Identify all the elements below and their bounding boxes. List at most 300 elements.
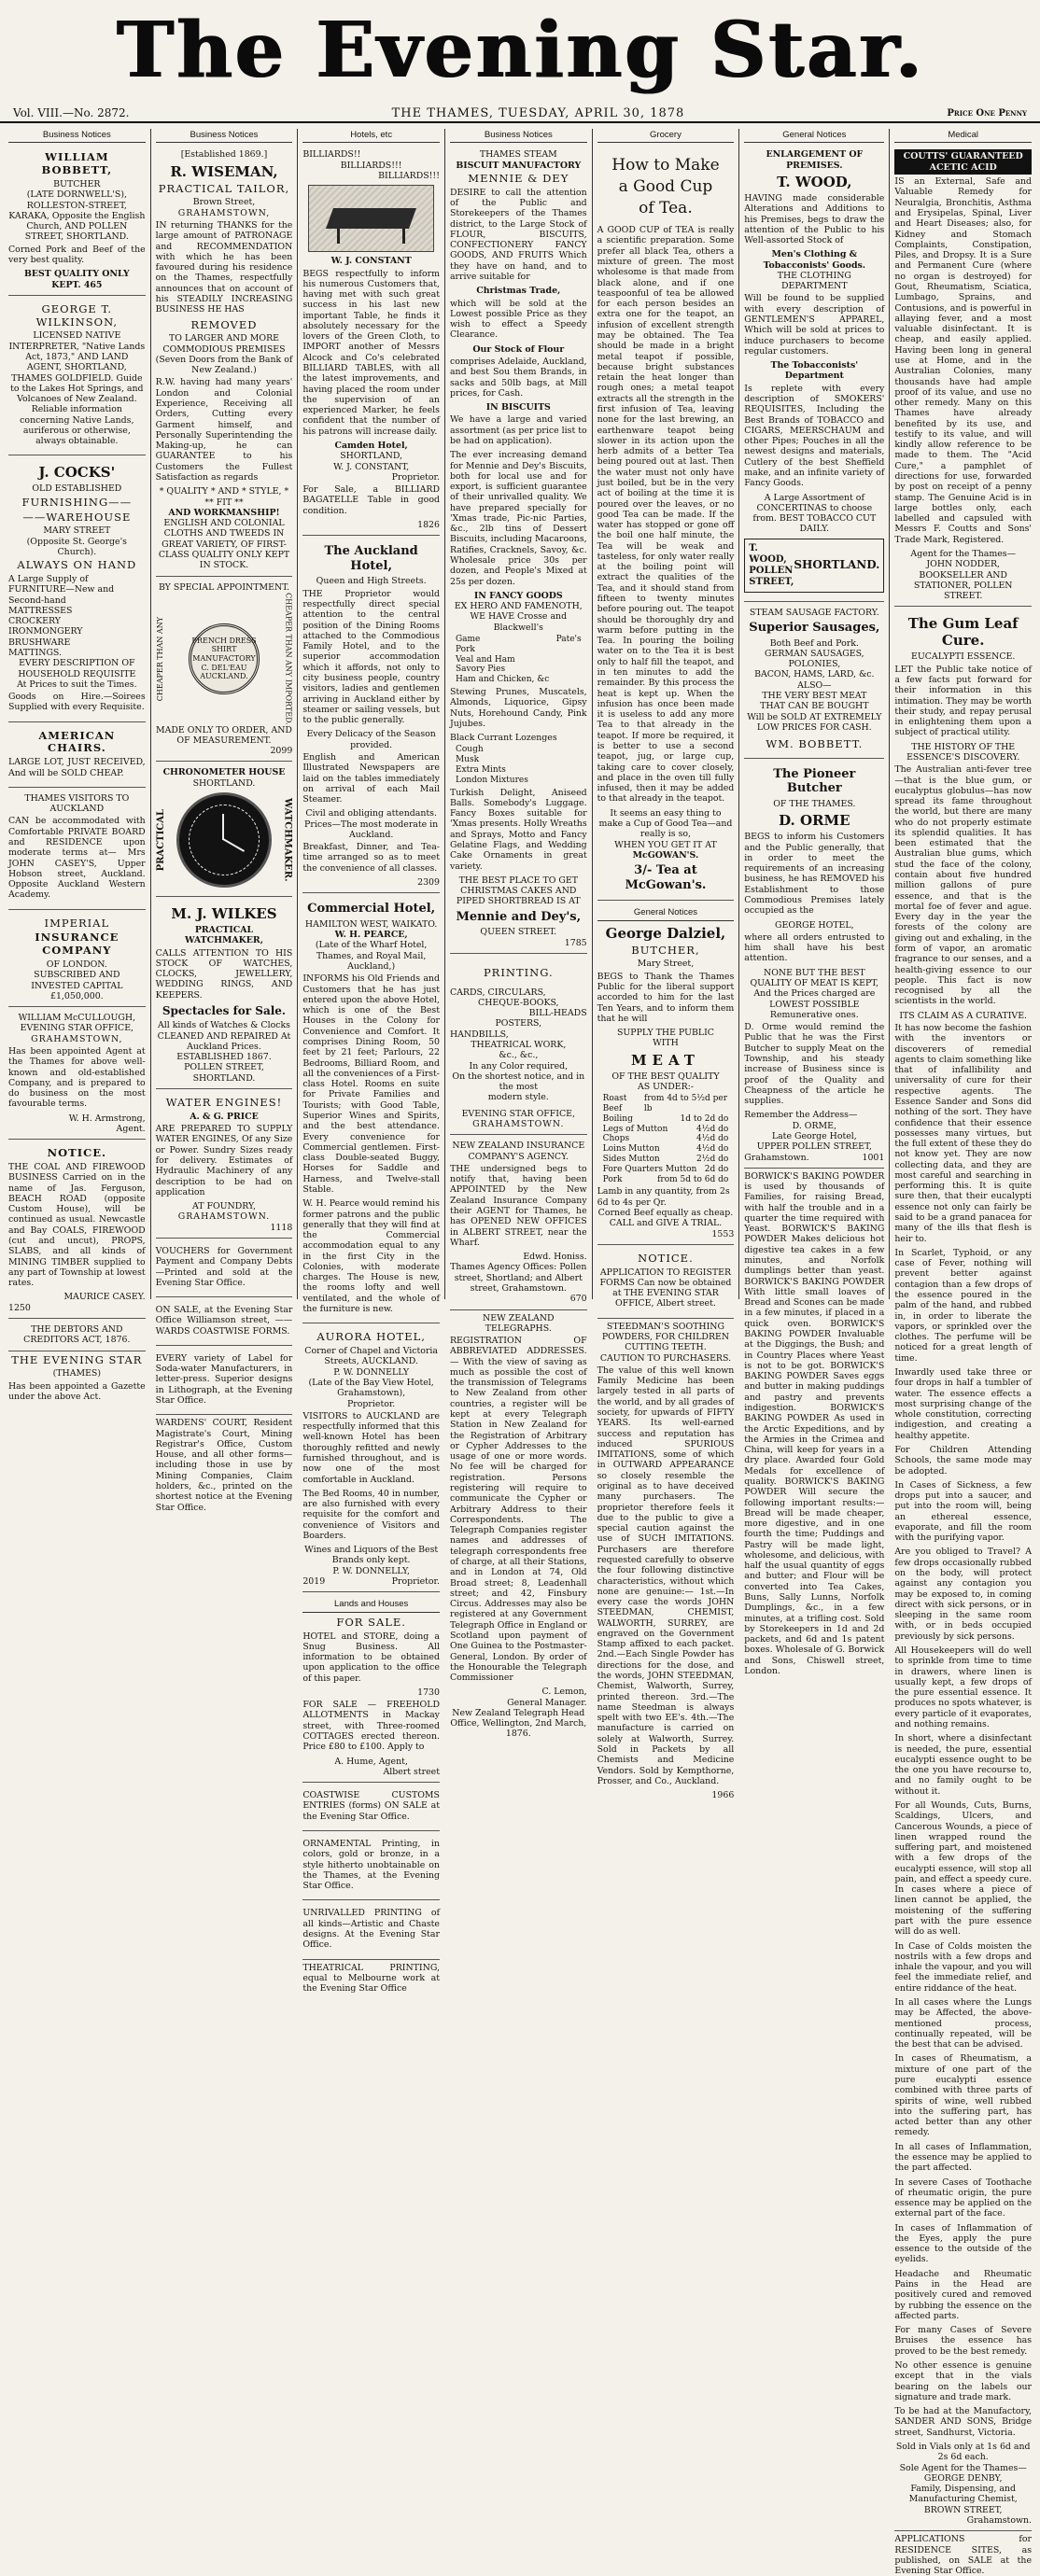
- ad-line: The Tobacconists' Department: [770, 360, 859, 382]
- ad-text: All Housekeepers will do well to sprinkle from time to time in drawers, where linen is usually kept, a few drops of the pure essential essence. It produces no spots whatever, is every particle of it evaporates, and nothing remains.: [894, 1645, 1033, 1729]
- ad-line: Christmas Trade,: [476, 286, 561, 297]
- ad-text: For Children Attending Schools, the same mode may be adopted.: [894, 1444, 1033, 1477]
- list-item: Game Pate's: [455, 635, 582, 644]
- ad-line: Corned Pork and Beef of the very best quality.: [8, 244, 146, 265]
- ad-footer: 2019 Proprietor.: [302, 1576, 440, 1588]
- ad-role: General Manager.: [507, 1697, 587, 1708]
- list-item: IRONMONGERY: [8, 626, 83, 637]
- seal-icon: FRENCH DRESS SHIRT MANUFACTORY C. DEL'EAU AUCKLAND.: [189, 623, 260, 694]
- ad-text: SUBSCRIBED AND INVESTED CAPITAL £1,050,000.: [31, 970, 123, 1001]
- ad-text: The Bed Rooms, 40 in number, are also furnished with every requisite for the comfort and convenience of Visitors and Boarders.: [302, 1488, 440, 1541]
- ad-line: Will be SOLD AT EXTREMELY LOW PRICES FOR CASH.: [747, 711, 882, 733]
- ad-title: OF LONDON.: [46, 959, 107, 971]
- section-heading: Business Notices: [8, 129, 146, 143]
- ad-est: [Established 1869.]: [180, 149, 268, 161]
- ad-line: GRAHAMSTOWN.: [177, 1211, 271, 1223]
- ad-text: APPLICATION TO REGISTER FORMS Can now be obtained at THE EVENING STAR OFFICE, Albert street.: [599, 1267, 732, 1309]
- ad-list: [8, 574, 146, 658]
- ad-debtors: [8, 1322, 146, 1351]
- ad-unrivalled: [302, 1903, 440, 1959]
- ad-line: Prices—The most moderate in Auckland.: [304, 819, 439, 840]
- ad-role: Agent.: [116, 1123, 146, 1134]
- ad-text: BEGS to Thank the Thames Public for the liberal support accorded to him for the last Ten Years, and to inform them that he will: [597, 971, 735, 1024]
- ad-street: Mary Street,: [637, 959, 695, 970]
- ad-text: LARGE LOT, JUST RECEIVED, And will be SOLD CHEAP.: [8, 757, 146, 778]
- wood-box: T. WOOD, POLLEN STREET, SHORTLAND.: [744, 539, 884, 593]
- ad-title: STEEDMAN'S SOOTHING POWDERS, FOR CHILDREN CUTTING TEETH.: [601, 1321, 730, 1353]
- price-row: Pork from 5d to 6d do: [602, 1174, 729, 1184]
- ad-street: MARY STREET: [43, 525, 111, 537]
- ad-sub: (THAMES): [52, 1368, 102, 1379]
- ad-firm: A. & G. PRICE: [190, 1111, 259, 1122]
- ad-text: HOTEL and STORE, doing a Snug Business. All information to be obtained upon application to the office of this paper.: [302, 1631, 440, 1684]
- ad-text: LET the Public take notice of a few facts put forward for their information in this intimation. They may be worth their study, and repay perusal in enlightening them upon a subject of practical utility.: [894, 664, 1033, 738]
- ad-trade: PRACTICAL TAILOR,: [158, 181, 290, 195]
- side-label: CHEAPER THAN ANY: [155, 616, 164, 701]
- ad-line: BILLIARDS!!!: [378, 170, 440, 181]
- price-row: Roast Beef from 4d to 5½d per lb: [602, 1094, 728, 1114]
- column-6: [739, 129, 890, 1676]
- ad-line: Corned Beef equally as cheap.: [597, 1208, 734, 1218]
- ad-text: UNRIVALLED PRINTING of all kinds—Artistic and Chaste designs. At the Evening Star Office.: [302, 1908, 440, 1951]
- price-row: Sides Mutton 2½d do: [602, 1155, 729, 1165]
- ad-text: It has now become the fashion with the inventors or discoverers of remedial agents to claim something like that of infallibility and universality of cure for their respective agents. The Essence Sander and Sons did nothing of the sort. They have confidence that their essence possesses many virtues, but the full extent of these they do not know yet. They are now collecting data, and they are most careful and searching in performing this. It is quite sure then, that their eucalypti essence not only can fairly be said to be a grand panacea for many of the ills that flesh is heir to.: [894, 1022, 1033, 1244]
- ad-coastwise: [302, 1785, 440, 1831]
- section-heading: Business Notices: [156, 129, 293, 143]
- ad-sub: HAMILTON WEST, WAIKATO.: [304, 918, 438, 930]
- ad-wilkinson: [8, 299, 146, 456]
- ad-dalziel: [597, 903, 735, 1245]
- ad-trade: PRACTICAL WATCHMAKER,: [184, 925, 263, 946]
- ad-text: INFORMS his Old Friends and Customers that he has just entered upon the above Hotel, which is one of the Best Houses in the Colony for Convenience and Comfort. It comprises Dining Room, 50 feet by 21 feet; Parlours, 22 Bedrooms, Billiard Room, and all the conveniences of a First-class Hotel. Rooms en suite for Private Families and Tourists; with Good Table, Superior Wines and Spirits, and the best attendance. Every convenience for Commercial gentlemen. First-class Double-seated Buggy, Horses for Saddle and Harness, and Twelve-stall Stable.: [302, 973, 440, 1195]
- ad-text: In cases of Inflammation of the Eyes, apply the pure essence to the outside of the eyelids.: [894, 2222, 1033, 2265]
- ad-title: INSURANCE COMPANY: [35, 931, 119, 958]
- section-heading: General Notices: [597, 906, 735, 920]
- ad-line: Thames Agency Offices: Pollen street, Shortland; and Albert street, Grahamstown.: [450, 1262, 587, 1294]
- ad-sale: [156, 1300, 293, 1346]
- ad-line: Sole Agent for the Thames—: [899, 2462, 1027, 2473]
- ad-line: THE VERY BEST MEAT: [762, 690, 867, 701]
- price-row: Chops 4½d do: [602, 1134, 729, 1144]
- ad-title: THE EVENING STAR: [11, 1352, 143, 1366]
- ad-line: EVERY DESCRIPTION OF HOUSEHOLD REQUISITE: [18, 658, 136, 679]
- ad-text: For all Wounds, Cuts, Burns, Scaldings, Ulcers, and Cancerous Wounds, a piece of linen wrapped round the suffering part, and moistened with a few drops of the eucalypti essence, will stop all pain, and effect a speedy cure. In cases where a piece of linen cannot be applied, the moistening of the suffering part with the pure essence will do as well.: [894, 1799, 1033, 1938]
- ad-mccullough: [8, 1010, 146, 1140]
- ad-line: BACON, HAMS, LARD, &c.: [754, 669, 875, 680]
- ad-wiseman: [156, 147, 293, 576]
- ad-title: STEAM SAUSAGE FACTORY.: [749, 607, 879, 618]
- ad-line: SUPPLY THE PUBLIC: [616, 1028, 714, 1039]
- volume-number: Vol. VIII.—No. 2872.: [13, 106, 130, 119]
- ad-water: [156, 1092, 293, 1239]
- ad-line: IN FANCY GOODS: [473, 590, 563, 601]
- ad-trade: BUTCHER,: [631, 943, 700, 957]
- ad-title: IMPERIAL: [44, 916, 110, 930]
- ad-line: ——WAREHOUSE: [22, 510, 132, 524]
- ad-line: Sold in Vials only at 1s 6d and 2s 6d each.: [895, 2441, 1031, 2463]
- ad-line: Agent for the Thames—: [910, 549, 1016, 560]
- list-item: Musk: [455, 755, 480, 765]
- ad-sausage: [744, 605, 884, 759]
- ad-gum: [894, 609, 1032, 2531]
- ad-text: FOR SALE — FREEHOLD ALLOTMENTS in Mackay street, with Three-roomed COTTAGES erected thereon. Price £80 to £100. Apply to: [302, 1700, 440, 1753]
- ad-text: In Scarlet, Typhoid, or any case of Fever, nothing will prevent better against contagion than a few drops of the essence poured in the palm of the hand, and rubbed in, in order to liberate the vapors, or sprinkled over the clothes. The perfume will be noticed for a great length of time.: [894, 1247, 1033, 1364]
- ad-town: Grahamstown.: [966, 2514, 1033, 2526]
- ad-line: ** FIT **: [204, 497, 244, 508]
- ad-name: WILLIAM BOBBETT,: [41, 150, 113, 177]
- ad-wood: [744, 147, 884, 601]
- list-item: MATTINGS.: [8, 647, 62, 658]
- price-row: Fore Quarters Mutton 2d do: [602, 1164, 729, 1174]
- ad-street: BROWN STREET,: [923, 2504, 1003, 2515]
- ad-name: J. COCKS': [38, 464, 116, 482]
- ad-sign: W. H. Armstrong,: [68, 1113, 146, 1124]
- ad-sign: JOHN NODDER,: [926, 559, 1000, 570]
- column-7: [890, 129, 1036, 2576]
- ad-text: In all cases of Inflammation, the essence may be applied to the part affected.: [894, 2141, 1033, 2174]
- list-item: &c., &c.,: [499, 1050, 539, 1061]
- ad-line: W. H. PEARCE,: [334, 930, 408, 941]
- ad-text: In Case of Colds moisten the nostrils with a few drops and inhale the vapour, and you will feel the immediate relief, and entire riddance of the heat.: [894, 1940, 1033, 1994]
- ad-text: W. H. Pearce would remind his former patrons and the public generally that they will find at the Commercial accommodation equal to any in the first City in the Colonies, with moderate charges. The House is new, the rooms lofty and well ventilated, and the whole of the furniture is new.: [302, 1198, 440, 1315]
- ad-sub: Corner of Chapel and Victoria Streets, AUCKLAND.: [304, 1346, 438, 1367]
- ad-num: 2099: [270, 746, 293, 757]
- ad-appointment: [156, 580, 293, 763]
- columns: [4, 129, 1036, 2576]
- ad-line: POLLEN STREET, SHORTLAND.: [184, 1062, 264, 1084]
- ad-aurora: [302, 1326, 440, 1592]
- ad-text: The value of this well known Family Medicine has been largely tested in all parts of the world, and by all grades of society, for upwards of FIFTY YEARS. Its well-earned success and reputation has induced SPURIOUS IMITATIONS, some of which in OUTWARD APPEARANCE so closely resemble the original as to have deceived many purchasers. The proprietor therefore feels it due to the public to give a special caution against the use of SUCH IMITATIONS. Purchasers are therefore requested carefully to observe the four following distinctive characteristics, without which none are genuine:— 1st.—In every case the words JOHN STEEDMAN, CHEMIST, WALWORTH, SURREY, are engraved on the Government Stamp affixed to each packet. 2nd.—Each Single Powder has directions for the dose, and the words, JOHN STEEDMAN, Chemist, Walworth, Surrey, printed thereon. 3rd.—The name Steedman is always spelt with two EE's. 4th.—The manufacture is carried on solely at Walworth, Surrey. Sold in Packets by all Chemists and Medicine Vendors. Sold by Kempthorne, Prosser, and Co., Auckland.: [597, 1365, 735, 1786]
- list-item: Pork: [455, 644, 475, 654]
- ad-num: 2309: [417, 877, 440, 889]
- ad-line: SHORTLAND,: [340, 451, 403, 462]
- ad-text: THE COAL AND FIREWOOD BUSINESS Carried on in the name of Jas. Ferguson, BEACH ROAD (opposite Custom House), will be continued as usual. Newcastle and Bay COALS, FIREWOOD (cut and uncut), PROPS, SLABS, and all kinds of MINING TIMBER supplied to any part of Township at lowest rates.: [8, 1162, 146, 1289]
- ad-text: CALLS ATTENTION TO HIS STOCK OF WATCHES, CLOCKS, JEWELLERY, WEDDING RINGS, AND KEEPERS.: [155, 947, 293, 1001]
- ad-line: And the Prices charged are LOWEST POSSIBLE Remunerative ones.: [753, 988, 876, 1020]
- ad-title: COUTTS' GUARANTEED ACETIC ACID: [894, 149, 1032, 175]
- column-4: [445, 129, 593, 1740]
- list-item: EVENING STAR OFFICE,: [461, 1108, 575, 1119]
- ad-labels: [156, 1349, 293, 1415]
- price-list: [603, 1094, 729, 1184]
- ad-line: Spectacles for Sale.: [162, 1003, 287, 1017]
- ad-line: IN BISCUITS: [485, 402, 551, 413]
- ad-line: Proprietor.: [391, 471, 440, 483]
- ad-text: Stewing Prunes, Muscatels, Almonds, Liquorice, Gipsy Nuts, Horehound Candy, Pink Jujubes.: [449, 686, 587, 729]
- ad-line: AT FOUNDRY,: [191, 1201, 256, 1212]
- ad-text: EVERY variety of Label for Soda-water Manufacturers, in letter-press. Superior designs in Lithograph, at the Evening Star Office.: [155, 1352, 293, 1407]
- ad-text: HAVING made considerable Alterations and Additions to his Premises, begs to draw the attention of the Public to his Well-assorted Stock of: [744, 192, 885, 246]
- side-label: PRACTICAL: [155, 808, 166, 872]
- ad-line: GERMAN SAUSAGES, POLONIES,: [765, 648, 864, 670]
- ad-line: BILLIARDS!!: [302, 149, 361, 161]
- masthead: [0, 0, 1040, 101]
- seal-row: [156, 593, 293, 725]
- ad-line: NONE BUT THE BEST QUALITY OF MEAT IS KEPT,: [750, 967, 879, 988]
- ad-line: (Late of the Wharf Hotel, Thames, and Royal Mail, Auckland,): [315, 940, 428, 973]
- ad-text: In short, where a disinfectant is needed, the pure, essential eucalypti essence ought to be the one you have recourse to, and no family ought to be without it.: [894, 1733, 1033, 1797]
- side-label: WATCHMAKER.: [282, 798, 293, 882]
- list-item: London Mixtures: [455, 775, 528, 785]
- ad-line: ALSO—: [797, 679, 832, 691]
- ad-auckland: [302, 539, 440, 893]
- ad-name: AURORA HOTEL,: [316, 1330, 426, 1344]
- ad-line: AS UNDER:-: [637, 1081, 694, 1092]
- ad-sign: Edwd. Honiss.: [523, 1252, 587, 1263]
- ad-name: W. J. CONSTANT: [330, 256, 412, 267]
- list-item: MATTRESSES: [8, 605, 73, 616]
- ad-billiards: [302, 147, 440, 536]
- list-item: In any Color required,: [469, 1060, 569, 1071]
- ad-text: ARE PREPARED TO SUPPLY WATER ENGINES, Of any Size or Power. Sundry Sizes ready for delivery. Estimates of Hydraulic Machinery of any description to be had on application: [155, 1124, 293, 1197]
- section-heading: Grocery: [597, 129, 735, 143]
- ad-line: OF THE BEST QUALITY: [611, 1071, 720, 1082]
- ad-title: The Gum Leaf Cure.: [907, 615, 1019, 650]
- ad-text: We have a large and varied assortment (as per price list to be had on application).: [449, 414, 587, 446]
- ad-text: REGISTRATION OF ABBREVIATED ADDRESSES. — With the view of saving as much as possible the cost of the transmission of Telegrams to New Zealand from other countries, a register will be kept at every Telegraph Station in New Zealand for the Registration of Arbitrary or Cypher Addresses to the usage of one or more words. No fee will be charged for registration. Persons registering will require to communicate the Cypher or Arbitrary Address to their Correspondents. The Telegraph Companies register names and addresses of telegraph correspondents free of charge, at all their Stations, and in London at 74, Old Broad street; 8, Leadenhall street; and 42, Finsbury Circus. Addresses may also be registered at any Government Telegraph Office in England or Scotland upon payment of One Guinea to the Postmaster-General, London. By order of the Honourable the Telegraph Commissioner: [449, 1336, 587, 1684]
- list-item: Savory Pies: [455, 665, 506, 675]
- price: Price One Penny: [947, 107, 1027, 119]
- column-3: [298, 129, 445, 1995]
- ad-line: * QUALITY * AND * STYLE, *: [159, 486, 289, 497]
- ad-sign: A. Hume, Agent,: [334, 1756, 408, 1767]
- ad-coutts: [894, 147, 1032, 607]
- ad-text: IS an External, Safe and Valuable Remedy for Neuralgia, Bronchitis, Asthma and Erysipelas, Spinal, Liver and Heart Diseases; also, for Kidney and Stomach Complaints, Constipation, Piles, and Dropsy. It is a Sure and Permanent Cure (where no organ is destroyed) for Gout, Rheumatism, Sciatica, Lumbago, Sprains, and Contusions, and is powerful in allaying fever, and a most valuable disinfectant. It is cheap, and easily applied. Having been long in general use at Home, and in the Australian Colonies, many thousands have had ample proof of its value, and use no other remedy. Many on this Thames have already benefited by its use, and testify to its value, and will kindly allow reference to be made to them. The "Acid Cure," a pamphlet of directions for use, forwarded by post on receipt of a penny stamp. The Genuine Acid is in large bottles only, each labelled and capsuled with Messrs F. Coutts and Sons' Trade Mark, Registered.: [894, 176, 1033, 545]
- ad-title: AMERICAN CHAIRS.: [38, 728, 116, 755]
- ad-line: OF THE THAMES.: [773, 799, 856, 810]
- ad-line: Every Delicacy of the Season provided.: [306, 729, 436, 750]
- ad-line: AND WORKMANSHIP!: [168, 507, 280, 518]
- ad-text: BEGS respectfully to inform his numerous Customers that, having met with such great success in his last new important Table, he finds it absolutely necessary for the lovers of the Green Cloth, to IMPORT another of Messrs Alcock and Co's celebrated BILLIARD TABLES, with all the latest improvements, and having placed the room under the supervision of an experienced Marker, he feels confident that the number of his patrons will increase daily.: [302, 268, 440, 437]
- ad-nzins: [450, 1138, 587, 1309]
- ad-line: 3/- Tea at McGowan's.: [625, 863, 707, 892]
- ad-text: A Large Assortment of CONCERTINAS to choose from. BEST TOBACCO CUT DAILY.: [752, 492, 877, 535]
- ad-text: Inwardly used take three or four drops in half a tumbler of water. The essence effects a most surprising change of the whole constitution, correcting indigestion, and creating a healthy appetite.: [894, 1366, 1033, 1441]
- ad-text: For many Cases of Severe Bruises the essence has proved to be the best remedy.: [894, 2325, 1033, 2357]
- ad-num: 1118: [270, 1222, 293, 1233]
- ad-text: APPLICATIONS for RESIDENCE SITES, as published, on SALE at the Evening Star Office.: [894, 2534, 1033, 2576]
- ad-text: CAN be accommodated with Comfortable PRIVATE BOARD and RESIDENCE upon moderate terms at— Mrs JOHN CASEY'S, Upper Hobson street, Auckland. Opposite Auckland Western Academy.: [8, 816, 146, 901]
- ad-lands: [302, 1595, 440, 1783]
- billiard-table-icon: [308, 185, 434, 252]
- ad-printing: [450, 957, 587, 1135]
- list-item: Veal and Ham: [455, 654, 515, 665]
- ad-trade: BUTCHER: [53, 178, 101, 189]
- ad-line: Lamb in any quantity, from 2s 6d to 4s per Qr.: [597, 1186, 730, 1208]
- ad-num: 1785: [564, 937, 587, 948]
- ad-best: BEST QUALITY ONLY KEPT. 465: [23, 269, 130, 290]
- ad-text: BEGS to inform his Customers and the Public generally, that in order to meet the requirements of an increasing business, he has REMOVED his Establishment to those Commodious Premises lately occupied as the: [744, 832, 885, 917]
- ad-line: THE BEST PLACE TO GET CHRISTMAS CAKES AND PIPED SHORTBREAD IS AT: [456, 875, 581, 907]
- ad-line: MEAT: [630, 1051, 700, 1069]
- list-item: Cough: [455, 745, 484, 755]
- ad-num: 1553: [711, 1228, 735, 1239]
- ad-star: [8, 1354, 146, 1403]
- ad-sign: GEORGE DENBY,: [923, 2472, 1003, 2484]
- ad-line: ENGLISH AND COLONIAL CLOTHS AND TWEEDS IN GREAT VARIETY, OF FIRST-CLASS QUALITY ONLY KEPT IN STOCK.: [158, 518, 290, 571]
- ad-visitors: [8, 791, 146, 910]
- ad-line: (Late of the Bay View Hotel, Grahamstown),: [308, 1377, 434, 1399]
- ad-line: THAMES STEAM: [479, 149, 557, 161]
- list-item: FURNITURE—New and Second-hand: [8, 584, 115, 606]
- ad-text: In cases of Rheumatism, a mixture of one part of the pure eucalypti essence combined with three parts of spirits of wine, well rubbed into the suffering part, has acted better than any other remedy.: [894, 2053, 1033, 2138]
- ad-cocks: [8, 458, 146, 721]
- ad-title: NOTICE.: [47, 1146, 107, 1160]
- ad-line: Proprietor.: [346, 1398, 396, 1409]
- ad-forms: [597, 1248, 735, 1319]
- ad-sign: MAURICE CASEY.: [63, 1292, 146, 1303]
- ad-line: THE HISTORY OF THE ESSENCE'S DISCOVERY.: [906, 741, 1020, 763]
- ad-line: Late George Hotel,: [771, 1130, 857, 1141]
- ad-line: ALWAYS ON HAND: [17, 558, 137, 572]
- ad-line: CAUTION TO PURCHASERS.: [599, 1352, 732, 1364]
- ad-text: Has been appointed a Gazette under the above Act.: [8, 1380, 146, 1402]
- ad-title: WATER ENGINES!: [165, 1096, 283, 1110]
- ad-opp: (Opposite St. George's Church).: [26, 536, 127, 557]
- ad-text: which will be sold at the Lowest possible Price as they wish to effect a Speedy Clearance.: [449, 298, 587, 341]
- ad-line: MADE ONLY TO ORDER, AND OF MEASUREMENT.: [156, 724, 292, 746]
- ad-town: GRAHAMSTOWN,: [177, 207, 271, 218]
- ad-title: THE DEBTORS AND CREDITORS ACT, 1876.: [23, 1323, 131, 1346]
- ad-line: CALL and GIVE A TRIAL.: [609, 1218, 723, 1229]
- ad-text: Has been appointed Agent at the Thames for above well-known and old-established Company, and is prepared to do business on the most favourable terms.: [8, 1045, 146, 1110]
- ad-imperial: [8, 913, 146, 1008]
- ad-text: For Sale, a BILLIARD BAGATELLE Table in good condition.: [302, 484, 440, 516]
- ad-line: UPPER POLLEN STREET,: [756, 1141, 872, 1153]
- ad-name: Commercial Hotel,: [307, 902, 436, 917]
- list-item: CARDS, CIRCULARS,: [449, 987, 546, 998]
- ad-text: The Australian anti-fever tree—that is the blue gum, or eucalyptus globulus—has now spread its fame throughout the world, but there are many who do not properly estimate its splendid qualities. It has been estimated that the Australian blue gums, which stud the face of the colony, contain about five hundred million gallons of pure essence, and that is the mortal foe of fever and ague. Every day in the year the forests of the colony are giving out and exhaling, in the form of vapor, an aromatic fragrance to our senses, and a health-giving essence to our people. This fact is now recognised by all the scientists in the world.: [894, 764, 1033, 1007]
- price-row: Boiling 1d to 2d do: [602, 1113, 729, 1124]
- ad-line: Black Currant Lozenges: [449, 733, 557, 744]
- list-item: HANDBILLS,: [449, 1029, 509, 1040]
- ad-text: In Cases of Sickness, a few drops put into a saucer, and put into the room will, being an ethereal essence, evaporate, and fill the room with the purifying vapor.: [894, 1479, 1033, 1544]
- side-label: CHEAPER THAN ANY IMPORTED.: [284, 592, 293, 725]
- column-2: [151, 129, 299, 1513]
- ad-text: In severe Cases of Toothache of rheumatic origin, the pure essence may be applied on the external part of the face.: [894, 2177, 1033, 2219]
- ad-line: New Zealand Telegraph Head Office, Wellington, 2nd March, 1876.: [450, 1707, 587, 1740]
- ad-line: ESTABLISHED 1867.: [176, 1052, 272, 1063]
- ad-text: In all cases where the Lungs may be Affected, the above-mentioned process, continually repeated, will be the best that can be advised.: [894, 1997, 1033, 2051]
- section-heading: Hotels, etc: [302, 129, 440, 143]
- ad-sub: (LATE DORNWELL'S),: [26, 189, 127, 201]
- ad-line: Albert street: [383, 1766, 440, 1777]
- ad-num: 1966: [711, 1790, 735, 1801]
- column-1: [4, 129, 151, 1402]
- column-5: [593, 129, 740, 1801]
- watch-row: [156, 792, 293, 888]
- ad-line: TO LARGER AND MORE COMMODIOUS PREMISES: [162, 333, 286, 355]
- ad-text: comprises Adelaide, Auckland, and best Sou them Brands, in sacks and 50lb bags, at Mill prices, for Cash.: [449, 356, 587, 399]
- ad-line: P. W. DONNELLY: [333, 1366, 410, 1378]
- ad-text: BORWICK'S BAKING POWDER is used by thousands of Families, for raising Bread, with half the trouble and in a quarter the time required with Yeast. BORWICK'S BAKING POWDER Makes delicious hot digestive tea cakes in a few minutes, and Norfolk dumplings better than yeast. BORWICK'S BAKING POWDER With little small loaves of Bread and Scones can be made in a few minutes, if placed in a quick oven. BORWICK'S BAKING POWDER Invaluable at the Diggings, the Bush; and in Country Places where Yeast is not to be got. BORWICK'S BAKING POWDER Saves eggs and butter in making puddings and pastry and prevents indigestion. BORWICK'S BAKING POWDER As used in the Arctic Expeditions, and by the Armies in the Crimea and China, will keep for years in a dry place. Awarded four Gold Medals for excellence of quality. BORWICK'S BAKING POWDER Will secure the following important results:— Bread will be made cheaper, more digestive, and in one fourth the time; Puddings and Pastry will be made light, wholesome, and delicious, with half the usual quantity of eggs and butter; and Flour will be converted into Tea Cakes, Buns, Sally Lunns, Norfolk Dumplings, &c., in a few minutes, at a trifling cost. Sold by Storekeepers in 1d and 2d packets, and 6d and 1s patent boxes. Wholesale of G. Borwick and Sons, Chiswell street, London.: [744, 1170, 885, 1676]
- ad-name: Superior Sausages,: [749, 620, 880, 635]
- clock-icon: [176, 792, 272, 888]
- ad-shop: Mennie and Dey's,: [456, 909, 582, 924]
- ad-line: Civil and obliging attendants.: [305, 808, 437, 819]
- ad-title: FOR SALE.: [336, 1615, 406, 1629]
- ad-text: A GOOD CUP of TEA is really a scientific preparation. Some prefer all black Tea, others a mixture of green. The most wholesome is that made from black alone, and if one teaspoonful of tea be allowed for each person besides an extra one for the teapot, an infusion of excellent strength may be obtained. The Tea should be made in a bright metal teapot if possible, because bright substances retain the heat longer than rough ones; a metal teapot extracts all the strength in the first infusion of Tea, leaving none for the last brewing, an earthenware teapot being slower in its action upon the herb admits of a better Tea being poured out at last. Then the water must not only have just boiled, but be in the very act of boiling at the time it is poured over the leaves, or no good Tea can be made. If the water has stopped or gone off the boil one half minute, the Tea will be weak and tasteless, for only water really at the boiling point will extract the qualities of the Tea, and it should stand from fifteen to twenty minutes before pouring out. The teapot should be thoroughly dry and warm before putting in the Tea. In pouring the boiling water on to the Tea it is best only to half fill the teapot, and in ten minutes to add the remainder. By this process the heat is kept up. When the infusion has once been made it is useless to add any more Tea to that already in the teapot. If more be required, it is better to use a second teapot, jug, or large cup, taking care to cover closely, and place in the oven till fully infused, then it may be added to that already in the teapot.: [597, 225, 735, 805]
- ad-vouchers: [156, 1241, 293, 1297]
- item-list: [456, 745, 582, 785]
- ad-text: Is replete with every description of SMOKERS' REQUISITES, Including the Best Brands of TOBACCO and CIGARS, MEERSCHAUM and other Pipes; Pouches in all the newest designs and materials, Cutlery of the best Sheffield make, and an infinite variety of Fancy Goods.: [744, 383, 885, 489]
- ad-text: VISITORS to AUCKLAND are respectfully informed that this well-known Hotel has been thoroughly refitted and newly furnished throughout, and is now one of the most comfortable in Auckland.: [302, 1410, 440, 1485]
- ad-num: 1250: [8, 1302, 31, 1313]
- ad-steedman: [597, 1322, 735, 1801]
- ad-town: SHORTLAND.: [192, 777, 256, 789]
- ad-street: Brown Street,: [192, 197, 256, 208]
- ad-name: R. WISEMAN,: [170, 162, 278, 180]
- ad-line: Camden Hotel,: [334, 441, 408, 452]
- ad-name: D. ORME: [779, 812, 850, 830]
- tea-heading: How to Make a Good Cup of Tea.: [611, 156, 720, 218]
- ad-text: WARDENS' COURT, Resident Magistrate's Court, Mining Registrar's Office, Custom House, and all other forms—including those in use by Mining Companies, Claim holders, &c., printed on the shortest notice at the Evening Star Office.: [155, 1418, 293, 1513]
- ad-sub: Queen and High Streets.: [316, 576, 427, 587]
- ad-est: OLD ESTABLISHED: [32, 483, 122, 495]
- ad-orme: [744, 762, 884, 1169]
- ad-name: T. WOOD,: [777, 173, 852, 190]
- ad-sign: D. ORME,: [792, 1120, 836, 1131]
- dateline: [0, 105, 1040, 123]
- ad-chrono: [156, 764, 293, 897]
- ad-line: (Seven Doors from the Bank of New Zealand.): [155, 354, 293, 376]
- ad-num: 1826: [417, 519, 440, 530]
- list-item: POSTERS,: [495, 1018, 542, 1029]
- ad-sub: Both Beef and Pork.: [769, 637, 859, 649]
- list-item: modern style.: [487, 1092, 549, 1103]
- ad-chairs: [8, 725, 146, 788]
- ad-street: QUEEN STREET.: [480, 927, 557, 938]
- ad-line: BILLIARDS!!!: [340, 160, 402, 171]
- ad-line: It seems an easy thing to make a Cup of Good Tea—and really is so,: [598, 807, 733, 840]
- ad-text: Breakfast, Dinner, and Tea-time arranged so as to meet the convenience of all classes.: [302, 842, 440, 874]
- ad-title: BISCUIT MANUFACTORY: [456, 160, 582, 171]
- ad-address: ROLLESTON-STREET, KARAKA, Opposite the English Church, AND POLLEN STREET, SHORTLAND.: [8, 200, 146, 243]
- ad-name: M. J. WILKES: [171, 905, 277, 922]
- ad-biscuit: [450, 147, 587, 953]
- ad-line: Remember the Address—: [744, 1110, 858, 1121]
- ad-line: FURNISHING——: [21, 495, 133, 509]
- date-location: THE THAMES, TUESDAY, APRIL 30, 1878: [391, 105, 685, 120]
- list-item: A Large Supply of: [8, 574, 89, 584]
- ad-line: THE CLOTHING DEPARTMENT: [777, 270, 851, 292]
- ad-commercial: [302, 896, 440, 1323]
- list-item: On the shortest notice, and in the most: [452, 1071, 585, 1093]
- ad-line: GEORGE HOTEL,: [775, 919, 854, 931]
- list-item: GRAHAMSTOWN.: [472, 1119, 565, 1129]
- ad-text: LICENSED NATIVE INTERPRETER, "Native Lands Act, 1873," AND LAND AGENT, SHORTLAND, THAMES GOLDFIELD. Guide to the Lakes Hot Springs, and Volcanoes of New Zealand. Reliable information concerning Native Lands, auriferous or otherwise, always obtainable.: [8, 330, 146, 447]
- ad-line: W. J. CONSTANT,: [333, 461, 410, 472]
- section-heading: General Notices: [744, 129, 884, 143]
- ad-text: THE Proprietor would respectfully direct special attention to the central position of the Dining Rooms attached to the Commodious Family Hotel, and to the superior accommodation which it affords, not only to city business people, country visitors, ladies and gentlemen arriving in Auckland either by steamer or sailing vessels, but to the public generally.: [302, 588, 440, 726]
- ad-text: The ever increasing demand for Mennie and Dey's Biscuits, both for local use and for export, is sufficient guarantee of their unrivalled quality. We have prepared specially for 'Xmas trade, Pic-nic Parties, &c., 2lb tins of Dessert Biscuits, including Macaroons, Ratifies, Cracknels, Savoy, &c. Wholesale price 30s per dozen, and People's Mixed at 25s per dozen.: [449, 450, 587, 587]
- ad-title: NOTICE.: [638, 1251, 694, 1265]
- ad-title: NEW ZEALAND TELEGRAPHS.: [483, 1312, 555, 1334]
- ad-firm: MENNIE & DEY: [468, 171, 569, 185]
- ad-line: Men's Clothing & Tobacconists' Goods.: [763, 249, 866, 271]
- ad-sub: EUCALYPTI ESSENCE.: [911, 651, 1016, 663]
- ad-footer: Grahamstown. 1001: [744, 1152, 885, 1163]
- ad-ornamental: [302, 1834, 440, 1900]
- ad-text: DESIRE to call the attention of the Public and Storekeepers of the Thames district, to the Large Stock of FLOUR, BISCUITS, CONFECTIONERY FANCY GOODS, AND FRUITS Which they have on hand, and to arrive suitable for: [449, 187, 587, 282]
- ad-title: NEW ZEALAND INSURANCE COMPANY'S AGENCY.: [452, 1141, 585, 1162]
- ad-text: R.W. having had many years' London and Colonial Experience, Receiving all Orders, Cutting every Garment himself, and Personally Superintending the Making-up, he can GUARANTEE to his Customers the Fullest Satisfaction as regards: [155, 377, 293, 483]
- ad-num: 1730: [417, 1687, 440, 1698]
- ad-name: WILLIAM McCULLOUGH,: [18, 1013, 136, 1024]
- ad-line: ITS CLAIM AS A CURATIVE.: [899, 1010, 1028, 1021]
- newspaper-title: The Evening Star.: [116, 6, 924, 95]
- ad-line: WITH: [653, 1038, 679, 1049]
